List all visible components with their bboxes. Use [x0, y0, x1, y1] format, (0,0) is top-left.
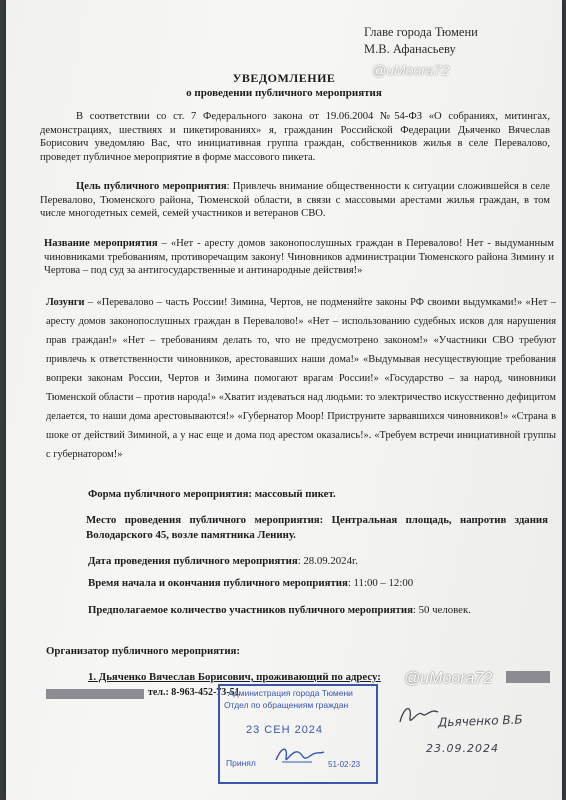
stamp-initials-icon — [272, 742, 328, 768]
event-name-text: – «Нет - аресту домов законопослушных граждан в Перевалово! Нет - выдуманным чиновниками требованиям, противоречащим закону! Чиновников администрации Тюменского района Зимину и Чертова – под суд за антигосударственные и антинародные действия!» — [44, 238, 554, 276]
time-label: Время начала и окончания публичного мероприятия — [88, 577, 348, 589]
redaction-address-2 — [46, 689, 144, 699]
date-label: Дата проведения публичного мероприятия — [88, 555, 298, 567]
stamp-number: 51-02-23 — [328, 760, 361, 769]
stamp-date: 23 СЕН 2024 — [246, 724, 324, 736]
organizer-name: 1. Дьяченко Вячеслав Борисович, проживающий по адресу: — [88, 671, 381, 683]
redaction-address — [506, 671, 550, 683]
time-value: : 11:00 – 12:00 — [347, 577, 414, 589]
participants-value: : 50 человек. — [412, 604, 471, 616]
signature-date: 23.09.2024 — [426, 742, 499, 755]
stamp-org: Администрация города Тюмени — [228, 688, 353, 698]
document-subtitle: о проведении публичного мероприятия — [186, 87, 382, 99]
slogans-text: – «Перевалово – часть России! Зимина, Чертов, не подменяйте законы РФ своими выдумками!» «Нет – аресту домов законопослушных граждан в Перевалово!» «Нет – использованию судебных исков для нарушения прав граждан!» «Нет – требованиям делать то, что не предусмотрено законом!» «Участники СВО требуют привлечь к ответственности чиновников, арестовавших наши дома!» «Выдумывая несуществующие требования вопреки законам России, Чертов и Зимина помогают врагам России!» «Государство – за народ, чиновники Тюменской области – против народа!» «Хватит издеваться над людьми: то электричество искусственно дефицитом делается, то наши дома арестовываются!» «Губернатор Моор! Приструните зарвавшихся чиновников!» «Страна в шоке от действий Зиминой, а у нас еще и дома под арестом оказались!». «Требуем встречи инициативной группы с губернатором!» — [46, 297, 556, 460]
slogans-paragraph — [46, 293, 556, 464]
watermark-bottom: @uMoora72 — [404, 670, 493, 687]
form-value: : массовый пикет. — [248, 488, 336, 500]
slogans-label: Лозунги — [46, 297, 85, 308]
event-name-paragraph — [44, 237, 554, 278]
organizer-phone: тел.: 8-963-452-73-51 — [148, 687, 240, 698]
form-label: Форма публичного мероприятия — [88, 488, 249, 500]
goal-text: : Привлечь внимание общественности к ситуации сложившейся в селе Перевалово, Тюменского района, Тюменской области, в связи с массовыми арестами жилья граждан, в том числе многодетных семей, семей участников и ветеранов СВО. — [40, 181, 550, 219]
addressee — [364, 24, 478, 58]
document-title: УВЕДОМЛЕНИЕ — [232, 71, 336, 85]
organizer-heading: Организатор публичного мероприятия: — [46, 645, 240, 657]
form-line — [88, 488, 336, 500]
signature-name: Дьяченко В.Б — [437, 712, 523, 730]
goal-label: Цель публичного мероприятия — [76, 181, 227, 192]
event-name-label: Название мероприятия — [44, 238, 158, 249]
place-line — [86, 513, 548, 543]
goal-paragraph — [40, 180, 550, 221]
stamp-dept: Отдел по обращениям граждан — [224, 700, 349, 710]
addressee-line-2: М.В. Афанасьеву — [364, 42, 456, 56]
participants-label: Предполагаемое количество участников публичного мероприятия — [88, 604, 413, 616]
registration-stamp — [218, 684, 378, 784]
stamp-received-label: Принял — [226, 758, 256, 768]
place-value: : Центральная площадь, напротив здания Володарского 45, возле памятника Ленину. — [86, 514, 548, 541]
date-line — [88, 555, 358, 567]
participants-line — [88, 604, 471, 616]
watermark-top: @uMoora72 — [372, 62, 450, 78]
signature-icon — [394, 700, 444, 730]
place-label: Место проведения публичного мероприятия — [86, 514, 320, 526]
intro-paragraph: В соответствии со ст. 7 Федерального закона от 19.06.2004 №54-ФЗ «О собраниях, митингах, демонстрациях, шествиях и пикетированиях» я, гражданин Российской Федерации Дьяченко Вячеслав Борисович уведомляю Вас, что инициативная группа граждан, собственников жилья в селе Перевалово, проведет публичное мероприятие в форме массового пикета. — [40, 111, 550, 163]
document-page — [6, 0, 562, 800]
time-line — [88, 577, 413, 589]
addressee-line-1: Главе города Тюмени — [364, 25, 478, 39]
date-value: : 28.09.2024г. — [297, 555, 358, 567]
organizer-item — [88, 671, 381, 683]
